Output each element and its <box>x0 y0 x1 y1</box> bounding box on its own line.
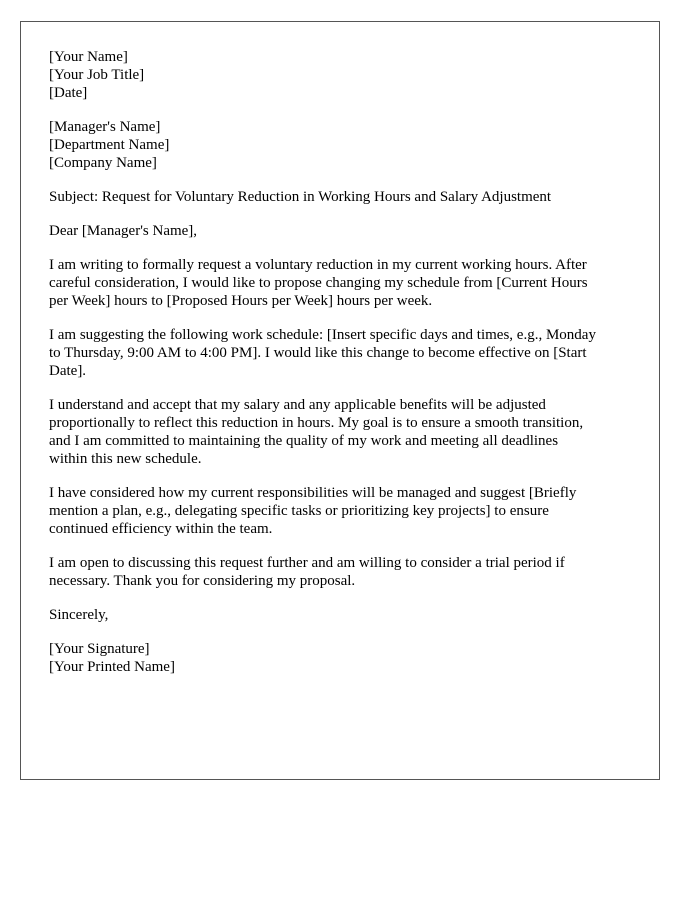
signature-block <box>49 640 631 676</box>
sender-block <box>49 48 631 102</box>
salutation: Dear [Manager's Name], <box>49 223 198 239</box>
letter-page <box>20 21 660 780</box>
paragraph-line: Date]. <box>49 363 87 379</box>
closing: Sincerely, <box>49 607 109 623</box>
paragraph-line: continued efficiency within the team. <box>49 521 273 537</box>
paragraph-line: careful consideration, I would like to propose changing my schedule from [Current Hours <box>49 275 588 291</box>
body-paragraph-5 <box>49 554 631 590</box>
recipient-name: [Manager's Name] <box>49 119 161 135</box>
body-paragraph-2 <box>49 326 631 380</box>
paragraph-line: I am writing to formally request a voluntary reduction in my current working hours. After <box>49 257 587 273</box>
paragraph-line: I am open to discussing this request further and am willing to consider a trial period if <box>49 555 565 571</box>
sender-job-title: [Your Job Title] <box>49 67 145 83</box>
paragraph-line: mention a plan, e.g., delegating specific tasks or prioritizing key projects] to ensure <box>49 503 549 519</box>
paragraph-line: and I am committed to maintaining the quality of my work and meeting all deadlines <box>49 433 559 449</box>
paragraph-line: I have considered how my current responsibilities will be managed and suggest [Briefly <box>49 485 577 501</box>
paragraph-line: I understand and accept that my salary and any applicable benefits will be adjusted <box>49 397 546 413</box>
paragraph-line: necessary. Thank you for considering my proposal. <box>49 573 356 589</box>
signature-placeholder: [Your Signature] <box>49 641 150 657</box>
recipient-block <box>49 118 631 172</box>
body-paragraph-4 <box>49 484 631 538</box>
body-paragraph-3 <box>49 396 631 468</box>
sender-name: [Your Name] <box>49 49 128 65</box>
paragraph-line: I am suggesting the following work schedule: [Insert specific days and times, e.g., Monday <box>49 327 596 343</box>
paragraph-line: to Thursday, 9:00 AM to 4:00 PM]. I would like this change to become effective on [Start <box>49 345 587 361</box>
paragraph-line: proportionally to reflect this reduction in hours. My goal is to ensure a smooth transition, <box>49 415 584 431</box>
letter-date: [Date] <box>49 85 88 101</box>
body-paragraph-1 <box>49 256 631 310</box>
paragraph-line: within this new schedule. <box>49 451 202 467</box>
paragraph-line: per Week] hours to [Proposed Hours per Week] hours per week. <box>49 293 433 309</box>
recipient-department: [Department Name] <box>49 137 170 153</box>
printed-name: [Your Printed Name] <box>49 659 175 675</box>
subject-line: Subject: Request for Voluntary Reduction in Working Hours and Salary Adjustment <box>49 189 552 205</box>
recipient-company: [Company Name] <box>49 155 157 171</box>
